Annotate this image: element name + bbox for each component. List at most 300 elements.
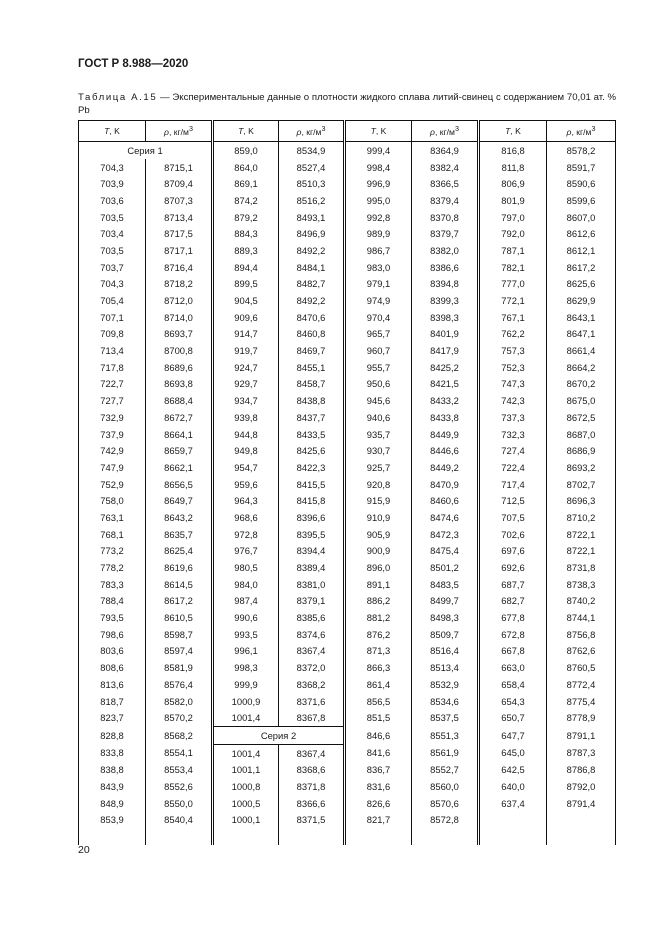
temperature-cell: 960,7: [345, 342, 412, 359]
temperature-cell: 645,0: [479, 744, 547, 761]
density-cell: 8370,8: [412, 209, 479, 226]
temperature-cell: 935,7: [345, 426, 412, 443]
temperature-cell: 640,0: [479, 778, 547, 795]
temperature-cell: 742,3: [479, 392, 547, 409]
column-unit: , K: [243, 126, 254, 136]
table-row: [79, 559, 616, 576]
density-cell: 8516,4: [412, 643, 479, 660]
table-row: [79, 676, 616, 693]
density-cell: 8693,2: [547, 459, 616, 476]
temperature-cell: 924,7: [213, 359, 279, 376]
temperature-cell: 838,8: [79, 761, 146, 778]
density-cell: 8675,0: [547, 392, 616, 409]
density-cell: 8670,2: [547, 376, 616, 393]
table-row: [79, 778, 616, 795]
temperature-cell: 658,4: [479, 676, 547, 693]
table-row: [79, 761, 616, 778]
temperature-cell: 773,2: [79, 543, 146, 560]
temperature-cell: 919,7: [213, 342, 279, 359]
temperature-cell: 833,8: [79, 744, 146, 761]
table-row: [79, 593, 616, 610]
temperature-cell: 914,7: [213, 326, 279, 343]
column-header: [79, 121, 146, 142]
density-cell: 8366,6: [279, 795, 345, 812]
density-cell: 8649,7: [146, 492, 213, 509]
temperature-cell: 704,3: [79, 276, 146, 293]
density-cell: 8607,0: [547, 209, 616, 226]
temperature-cell: 979,1: [345, 276, 412, 293]
column-unit: , K: [109, 126, 120, 136]
temperature-cell: 874,2: [213, 192, 279, 209]
temperature-cell: 992,8: [345, 209, 412, 226]
temperature-cell: 993,5: [213, 626, 279, 643]
density-cell: 8702,7: [547, 476, 616, 493]
temperature-cell: 859,0: [213, 142, 279, 159]
density-cell: 8693,7: [146, 326, 213, 343]
temperature-cell: 816,8: [479, 142, 547, 159]
density-cell: 8552,7: [412, 761, 479, 778]
density-cell: 8647,1: [547, 326, 616, 343]
density-cell: 8552,6: [146, 778, 213, 795]
density-cell: 8672,5: [547, 409, 616, 426]
density-cell: 8367,4: [279, 643, 345, 660]
series-label: Серия 2: [213, 727, 345, 745]
temperature-cell: 959,6: [213, 476, 279, 493]
temperature-cell: 909,6: [213, 309, 279, 326]
density-cell: 8791,4: [547, 795, 616, 812]
density-cell: 8614,5: [146, 576, 213, 593]
temperature-cell: 965,7: [345, 326, 412, 343]
density-cell: 8395,5: [279, 526, 345, 543]
temperature-cell: 980,5: [213, 559, 279, 576]
temperature-cell: 881,2: [345, 609, 412, 626]
temperature-cell: 704,3: [79, 159, 146, 176]
temperature-cell: 732,3: [479, 426, 547, 443]
temperature-cell: 727,7: [79, 392, 146, 409]
column-header: [279, 121, 345, 142]
density-cell: 8460,8: [279, 326, 345, 343]
temperature-cell: 713,4: [79, 342, 146, 359]
density-cell: 8386,6: [412, 259, 479, 276]
temperature-cell: 798,6: [79, 626, 146, 643]
temperature-cell: 983,0: [345, 259, 412, 276]
density-cell: 8421,5: [412, 376, 479, 393]
column-header: [479, 121, 547, 142]
temperature-cell: 970,4: [345, 309, 412, 326]
temperature-cell: 707,1: [79, 309, 146, 326]
density-cell: 8501,2: [412, 559, 479, 576]
temperature-cell: 709,8: [79, 326, 146, 343]
temperature-cell: 705,4: [79, 292, 146, 309]
temperature-cell: 792,0: [479, 225, 547, 242]
temperature-cell: 717,8: [79, 359, 146, 376]
density-cell: 8469,7: [279, 342, 345, 359]
temperature-cell: 944,8: [213, 426, 279, 443]
density-cell: 8381,0: [279, 576, 345, 593]
table-row: [79, 643, 616, 660]
table-row: [79, 492, 616, 509]
density-cell: 8449,9: [412, 426, 479, 443]
density-cell: 8367,4: [279, 744, 345, 761]
table-row: [79, 392, 616, 409]
temperature-cell: 697,6: [479, 543, 547, 560]
table-row: [79, 812, 616, 829]
density-cell: 8787,3: [547, 744, 616, 761]
temperature-cell: 904,5: [213, 292, 279, 309]
density-cell: 8643,2: [146, 509, 213, 526]
density-cell: 8438,8: [279, 392, 345, 409]
table-body: [79, 142, 616, 845]
table-row: [79, 276, 616, 293]
density-cell: 8367,8: [279, 709, 345, 726]
density-cell: 8717,5: [146, 225, 213, 242]
density-cell: [547, 828, 616, 845]
table-row: [79, 209, 616, 226]
density-cell: 8709,4: [146, 175, 213, 192]
density-cell: 8366,5: [412, 175, 479, 192]
density-cell: 8578,2: [547, 142, 616, 159]
temperature-cell: 899,5: [213, 276, 279, 293]
temperature-cell: 703,9: [79, 175, 146, 192]
density-cell: 8661,4: [547, 342, 616, 359]
temperature-cell: 742,9: [79, 442, 146, 459]
temperature-cell: 732,9: [79, 409, 146, 426]
density-cell: 8415,5: [279, 476, 345, 493]
density-cell: 8472,3: [412, 526, 479, 543]
density-cell: 8493,1: [279, 209, 345, 226]
temperature-cell: 846,6: [345, 727, 412, 745]
density-cell: 8778,9: [547, 709, 616, 726]
density-cell: 8470,6: [279, 309, 345, 326]
temperature-cell: 955,7: [345, 359, 412, 376]
density-cell: 8371,8: [279, 778, 345, 795]
density-cell: 8475,4: [412, 543, 479, 560]
table-row: [79, 795, 616, 812]
density-cell: 8581,9: [146, 659, 213, 676]
density-cell: 8656,5: [146, 476, 213, 493]
density-cell: 8492,2: [279, 292, 345, 309]
column-symbol: T: [370, 126, 376, 136]
density-cell: 8590,6: [547, 175, 616, 192]
density-cell: 8722,1: [547, 543, 616, 560]
temperature-cell: 703,5: [79, 242, 146, 259]
column-unit-exponent: 3: [188, 125, 193, 134]
table-row: [79, 576, 616, 593]
temperature-cell: 682,7: [479, 593, 547, 610]
temperature-cell: 886,2: [345, 593, 412, 610]
table-row: [79, 727, 616, 745]
temperature-cell: 964,3: [213, 492, 279, 509]
column-header: [213, 121, 279, 142]
column-unit: , кг/м: [168, 126, 189, 137]
temperature-cell: 763,1: [79, 509, 146, 526]
temperature-cell: 1000,9: [213, 693, 279, 710]
temperature-cell: 788,4: [79, 593, 146, 610]
column-unit: , кг/м: [434, 126, 455, 137]
temperature-cell: 692,6: [479, 559, 547, 576]
temperature-cell: 894,4: [213, 259, 279, 276]
table-row: [79, 442, 616, 459]
temperature-cell: 900,9: [345, 543, 412, 560]
density-cell: 8688,4: [146, 392, 213, 409]
temperature-cell: 757,3: [479, 342, 547, 359]
column-symbol: T: [104, 126, 110, 136]
temperature-cell: 920,8: [345, 476, 412, 493]
density-cell: 8717,1: [146, 242, 213, 259]
table-row: [79, 476, 616, 493]
temperature-cell: 650,7: [479, 709, 547, 726]
density-cell: 8425,2: [412, 359, 479, 376]
temperature-cell: 813,6: [79, 676, 146, 693]
temperature-cell: 843,9: [79, 778, 146, 795]
temperature-cell: 828,8: [79, 727, 146, 745]
density-cell: 8792,0: [547, 778, 616, 795]
temperature-cell: 864,0: [213, 159, 279, 176]
temperature-cell: 891,1: [345, 576, 412, 593]
temperature-cell: 783,3: [79, 576, 146, 593]
density-cell: 8710,2: [547, 509, 616, 526]
table-row: [79, 242, 616, 259]
temperature-cell: 999,4: [345, 142, 412, 159]
table-row: [79, 744, 616, 761]
table-row: [79, 509, 616, 526]
temperature-cell: [213, 828, 279, 845]
density-cell: 8687,0: [547, 426, 616, 443]
density-cell: 8662,1: [146, 459, 213, 476]
table-row: [79, 175, 616, 192]
temperature-cell: [479, 812, 547, 829]
table-header-row: [79, 121, 616, 142]
density-cell: 8664,1: [146, 426, 213, 443]
table-row: [79, 709, 616, 726]
temperature-cell: 869,1: [213, 175, 279, 192]
density-cell: 8597,4: [146, 643, 213, 660]
temperature-cell: 905,9: [345, 526, 412, 543]
density-cell: 8474,6: [412, 509, 479, 526]
density-cell: 8550,0: [146, 795, 213, 812]
temperature-cell: 707,5: [479, 509, 547, 526]
density-cell: 8401,9: [412, 326, 479, 343]
temperature-cell: 752,3: [479, 359, 547, 376]
density-cell: [412, 828, 479, 845]
temperature-cell: 848,9: [79, 795, 146, 812]
density-cell: 8379,4: [412, 192, 479, 209]
density-cell: 8707,3: [146, 192, 213, 209]
density-cell: 8433,8: [412, 409, 479, 426]
temperature-cell: 929,7: [213, 376, 279, 393]
density-cell: 8617,2: [146, 593, 213, 610]
density-cell: 8540,4: [146, 812, 213, 829]
density-cell: 8396,6: [279, 509, 345, 526]
density-cell: 8561,9: [412, 744, 479, 761]
density-cell: 8446,6: [412, 442, 479, 459]
temperature-cell: 717,4: [479, 476, 547, 493]
temperature-cell: 998,3: [213, 659, 279, 676]
table-row: [79, 828, 616, 845]
density-cell: 8482,7: [279, 276, 345, 293]
temperature-cell: 989,9: [345, 225, 412, 242]
temperature-cell: 856,5: [345, 693, 412, 710]
temperature-cell: 984,0: [213, 576, 279, 593]
density-cell: 8382,4: [412, 159, 479, 176]
temperature-cell: 876,2: [345, 626, 412, 643]
temperature-cell: 940,6: [345, 409, 412, 426]
density-cell: 8635,7: [146, 526, 213, 543]
density-cell: 8714,0: [146, 309, 213, 326]
temperature-cell: 987,4: [213, 593, 279, 610]
density-cell: 8599,6: [547, 192, 616, 209]
temperature-cell: [345, 828, 412, 845]
temperature-cell: 793,5: [79, 609, 146, 626]
temperature-cell: 1001,1: [213, 761, 279, 778]
density-cell: 8498,3: [412, 609, 479, 626]
temperature-cell: 910,9: [345, 509, 412, 526]
density-cell: 8368,2: [279, 676, 345, 693]
temperature-cell: [79, 828, 146, 845]
temperature-cell: 677,8: [479, 609, 547, 626]
density-cell: 8744,1: [547, 609, 616, 626]
temperature-cell: 777,0: [479, 276, 547, 293]
temperature-cell: 896,0: [345, 559, 412, 576]
column-symbol: T: [238, 126, 244, 136]
temperature-cell: 990,6: [213, 609, 279, 626]
temperature-cell: 831,6: [345, 778, 412, 795]
table-row: [79, 292, 616, 309]
density-cell: 8619,6: [146, 559, 213, 576]
column-unit-exponent: 3: [321, 125, 326, 134]
temperature-cell: 747,9: [79, 459, 146, 476]
temperature-cell: 703,5: [79, 209, 146, 226]
temperature-cell: 768,1: [79, 526, 146, 543]
temperature-cell: 737,9: [79, 426, 146, 443]
temperature-cell: 996,1: [213, 643, 279, 660]
temperature-cell: 637,4: [479, 795, 547, 812]
density-cell: 8772,4: [547, 676, 616, 693]
temperature-cell: 654,3: [479, 693, 547, 710]
density-cell: 8433,5: [279, 426, 345, 443]
temperature-cell: 821,7: [345, 812, 412, 829]
density-cell: 8686,9: [547, 442, 616, 459]
temperature-cell: 808,6: [79, 659, 146, 676]
density-cell: 8394,8: [412, 276, 479, 293]
density-table: [78, 120, 616, 845]
temperature-cell: [479, 828, 547, 845]
density-cell: 8458,7: [279, 376, 345, 393]
table-row: [79, 309, 616, 326]
temperature-cell: 647,7: [479, 727, 547, 745]
density-cell: 8372,0: [279, 659, 345, 676]
standard-header: ГОСТ Р 8.988—2020: [78, 58, 189, 70]
density-cell: 8534,9: [279, 142, 345, 159]
temperature-cell: 986,7: [345, 242, 412, 259]
density-cell: 8371,5: [279, 812, 345, 829]
temperature-cell: 787,1: [479, 242, 547, 259]
density-cell: 8716,4: [146, 259, 213, 276]
temperature-cell: 778,2: [79, 559, 146, 576]
density-cell: 8532,9: [412, 676, 479, 693]
density-cell: 8718,2: [146, 276, 213, 293]
table-row: [79, 192, 616, 209]
temperature-cell: 934,7: [213, 392, 279, 409]
density-cell: 8762,6: [547, 643, 616, 660]
density-cell: 8385,6: [279, 609, 345, 626]
temperature-cell: 945,6: [345, 392, 412, 409]
column-unit-exponent: 3: [454, 125, 459, 134]
temperature-cell: 998,4: [345, 159, 412, 176]
density-cell: 8598,7: [146, 626, 213, 643]
density-cell: 8379,1: [279, 593, 345, 610]
temperature-cell: 954,7: [213, 459, 279, 476]
density-cell: 8731,8: [547, 559, 616, 576]
column-unit: , K: [510, 126, 521, 136]
density-cell: 8672,7: [146, 409, 213, 426]
temperature-cell: 702,6: [479, 526, 547, 543]
temperature-cell: 703,6: [79, 192, 146, 209]
density-cell: 8417,9: [412, 342, 479, 359]
density-cell: 8791,1: [547, 727, 616, 745]
density-cell: 8689,6: [146, 359, 213, 376]
density-cell: 8534,6: [412, 693, 479, 710]
density-cell: 8582,0: [146, 693, 213, 710]
temperature-cell: 1001,4: [213, 709, 279, 726]
density-cell: [146, 828, 213, 845]
density-cell: 8415,8: [279, 492, 345, 509]
temperature-cell: 663,0: [479, 659, 547, 676]
column-unit: , кг/м: [301, 126, 322, 137]
density-cell: 8625,6: [547, 276, 616, 293]
density-cell: 8775,4: [547, 693, 616, 710]
density-cell: 8713,4: [146, 209, 213, 226]
density-cell: 8483,5: [412, 576, 479, 593]
density-cell: 8368,6: [279, 761, 345, 778]
density-cell: [547, 812, 616, 829]
temperature-cell: 995,0: [345, 192, 412, 209]
density-cell: 8664,2: [547, 359, 616, 376]
temperature-cell: 925,7: [345, 459, 412, 476]
temperature-cell: 703,7: [79, 259, 146, 276]
density-cell: 8738,3: [547, 576, 616, 593]
column-symbol: T: [505, 126, 511, 136]
density-cell: 8496,9: [279, 225, 345, 242]
density-cell: 8610,5: [146, 609, 213, 626]
temperature-cell: 722,4: [479, 459, 547, 476]
temperature-cell: 772,1: [479, 292, 547, 309]
density-cell: 8700,8: [146, 342, 213, 359]
temperature-cell: 703,4: [79, 225, 146, 242]
temperature-cell: 930,7: [345, 442, 412, 459]
table-row: [79, 626, 616, 643]
density-cell: [279, 828, 345, 845]
table-row: [79, 426, 616, 443]
density-cell: 8516,2: [279, 192, 345, 209]
density-cell: 8510,3: [279, 175, 345, 192]
series-label: Серия 1: [79, 142, 213, 159]
density-cell: 8553,4: [146, 761, 213, 778]
table-row: [79, 543, 616, 560]
temperature-cell: 722,7: [79, 376, 146, 393]
page-number: 20: [78, 844, 90, 856]
density-cell: 8568,2: [146, 727, 213, 745]
density-cell: 8551,3: [412, 727, 479, 745]
density-cell: 8760,5: [547, 659, 616, 676]
temperature-cell: 841,6: [345, 744, 412, 761]
density-cell: 8696,3: [547, 492, 616, 509]
density-cell: 8554,1: [146, 744, 213, 761]
density-cell: 8570,2: [146, 709, 213, 726]
column-header: [412, 121, 479, 142]
table-container: [78, 120, 616, 845]
temperature-cell: 672,8: [479, 626, 547, 643]
